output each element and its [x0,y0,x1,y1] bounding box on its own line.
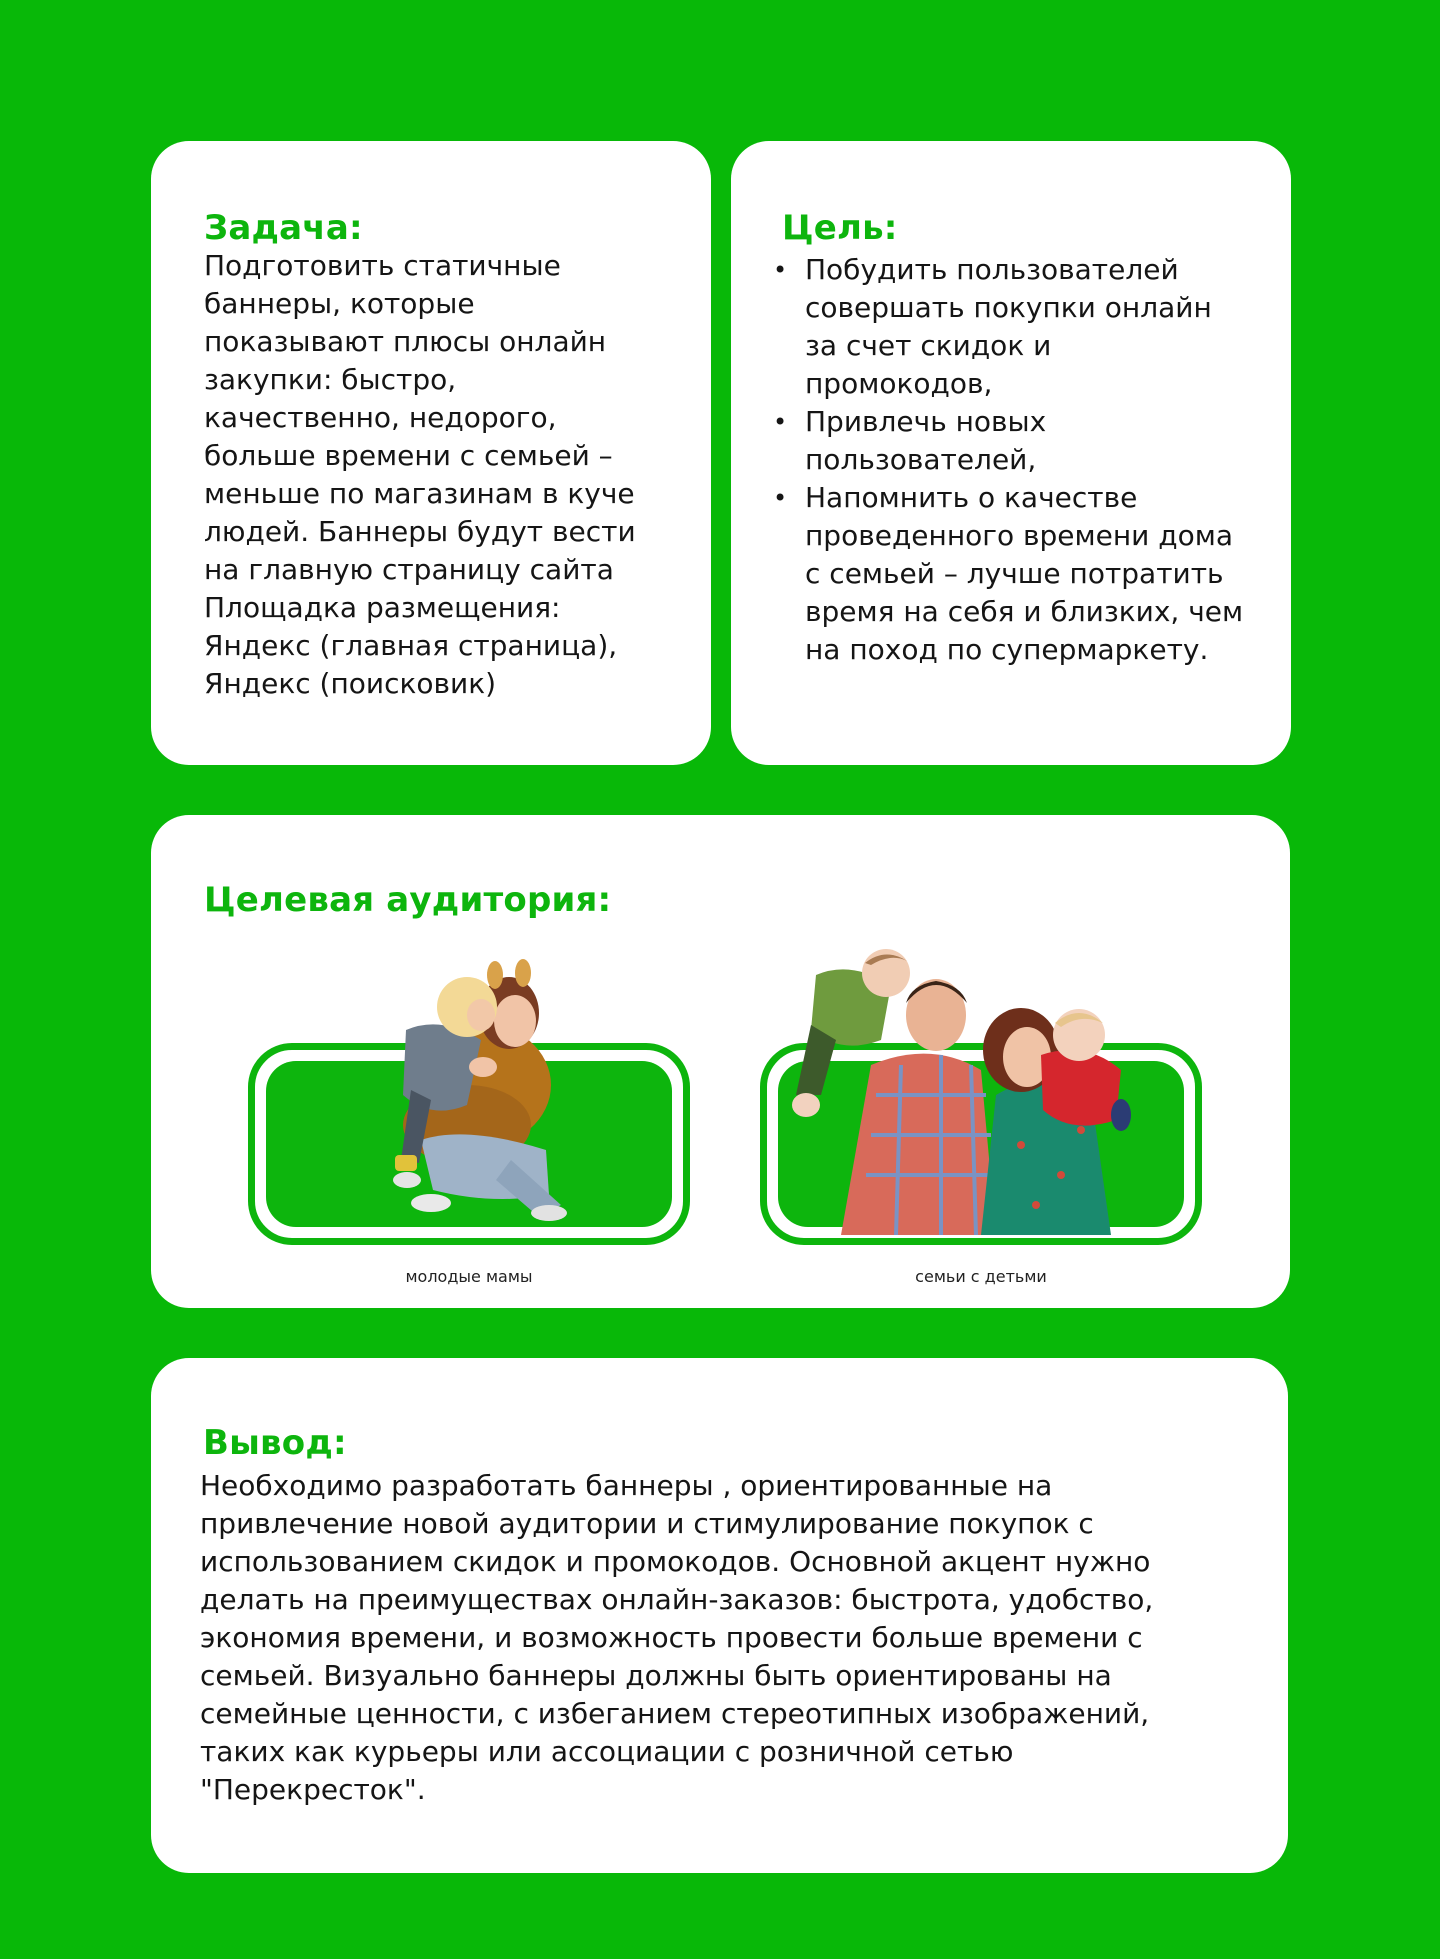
conclusion-text [200,1467,1153,1809]
goal-item-line: с семьей – лучше потратить [805,557,1224,590]
conclusion-line: экономия времени, и возможность провести больше времени с [200,1621,1143,1654]
task-line: Яндекс (главная страница), [204,629,618,662]
goal-item-line: за счет скидок и [805,329,1052,362]
task-text [204,247,636,703]
goal-card [731,141,1291,765]
task-line: показывают плюсы онлайн [204,325,607,358]
audience-card [151,815,1290,1308]
task-line: баннеры, которые [204,287,475,320]
goal-item-line: совершать покупки онлайн [805,291,1212,324]
task-line: людей. Баннеры будут вести [204,515,636,548]
conclusion-line: таких как курьеры или ассоциации с розничной сетью [200,1735,1014,1768]
goal-item-line: • Привлечь новых [805,405,1047,438]
task-line: больше времени с семьей – [204,439,613,472]
young-mother-photo [371,955,581,1225]
task-line: меньше по магазинам в куче [204,477,635,510]
audience-caption-mothers: молодые мамы [405,1267,533,1286]
conclusion-card [151,1358,1288,1873]
task-line: Подготовить статичные [204,249,561,282]
conclusion-line: семейные ценности, с избеганием стереотипных изображений, [200,1697,1150,1730]
task-line: Площадка размещения: [204,591,561,624]
goal-item-line: • Побудить пользователей [805,253,1179,286]
goal-item-line: на поход по супермаркету. [805,633,1209,666]
conclusion-line: семьей. Визуально баннеры должны быть ориентированы на [200,1659,1112,1692]
goal-item [773,479,1283,669]
goal-item-line: проведенного времени дома [805,519,1234,552]
task-card [151,141,711,765]
task-title: Задача: [204,208,363,248]
conclusion-line: "Перекресток". [200,1773,426,1806]
goal-title: Цель: [782,208,898,248]
audience-caption-families: семьи с детьми [915,1267,1047,1286]
goal-item-line: время на себя и близких, чем [805,595,1244,628]
task-line: Яндекс (поисковик) [204,667,497,700]
task-line: качественно, недорого, [204,401,557,434]
conclusion-line: использованием скидок и промокодов. Основной акцент нужно [200,1545,1151,1578]
task-line: на главную страницу сайта [204,553,614,586]
family-photo [781,945,1151,1235]
goal-item [773,251,1283,403]
goal-list [773,251,1283,669]
conclusion-line: делать на преимуществах онлайн-заказов: быстрота, удобство, [200,1583,1154,1616]
audience-title: Целевая аудитория: [204,880,612,920]
goal-item-line: пользователей, [805,443,1037,476]
conclusion-line: Необходимо разработать баннеры , ориентированные на [200,1469,1053,1502]
goal-item [773,403,1283,479]
conclusion-line: привлечение новой аудитории и стимулирование покупок с [200,1507,1094,1540]
conclusion-title: Вывод: [203,1423,347,1463]
goal-item-line: промокодов, [805,367,993,400]
task-line: закупки: быстро, [204,363,457,396]
goal-item-line: • Напомнить о качестве [805,481,1138,514]
